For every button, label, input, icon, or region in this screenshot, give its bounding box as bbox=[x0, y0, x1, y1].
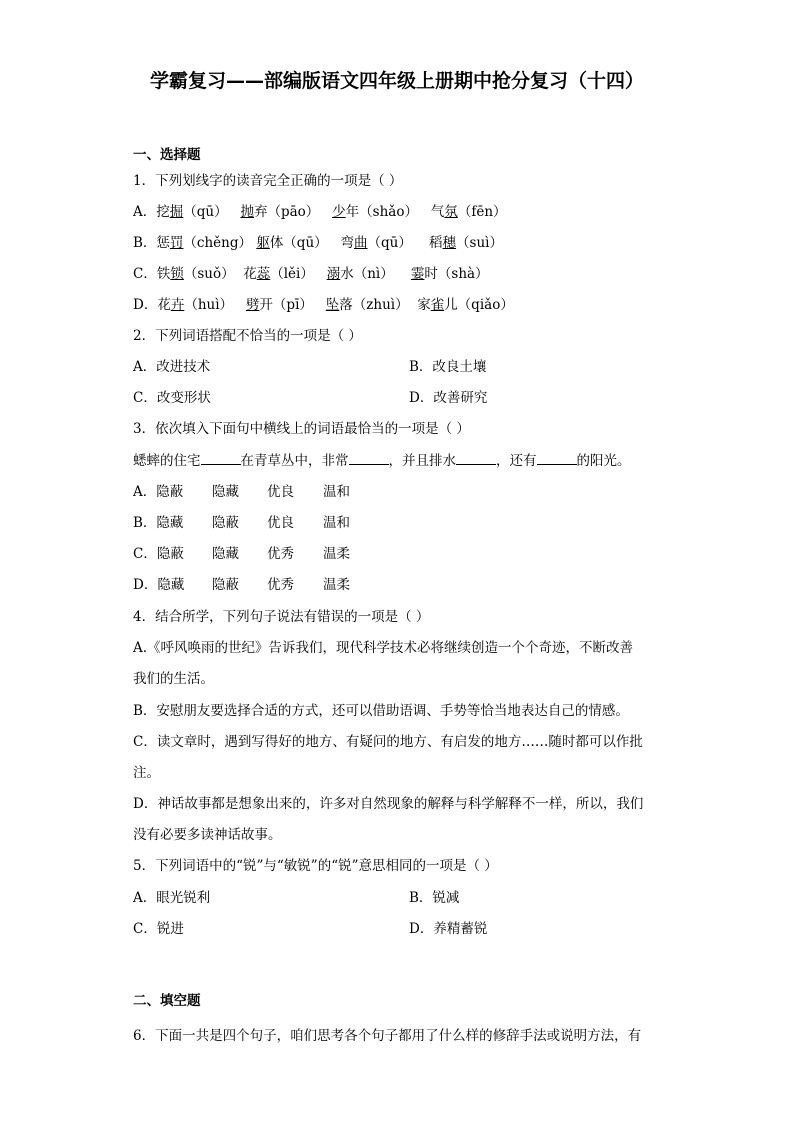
question-4-option-c-line2: 注。 bbox=[133, 765, 160, 781]
question-2-option-d: D．改善研究 bbox=[409, 390, 488, 406]
question-4-option-a-line1: A.《呼风唤雨的世纪》告诉我们，现代科学技术必将继续创造一个个奇迹，不断改善 bbox=[133, 640, 634, 656]
fill-blank-2 bbox=[349, 452, 389, 465]
question-2-stem: 2．下列词语搭配不恰当的一项是（ ） bbox=[133, 328, 362, 344]
question-5-option-d: D．养精蓄锐 bbox=[409, 921, 488, 937]
question-3-stem: 3．依次填入下面句中横线上的词语最恰当的一项是（ ） bbox=[133, 421, 470, 437]
question-6-stem: 6．下面一共是四个句子，咱们思考各个句子都用了什么样的修辞手法或说明方法，有 bbox=[133, 1028, 642, 1044]
fill-blank-1 bbox=[201, 452, 241, 465]
question-3-sentence: 蟋蟀的住宅 在青草丛中，非常 ，并且排水 ，还有 的阳光。 bbox=[133, 453, 631, 469]
question-5-option-b: B．锐减 bbox=[409, 890, 460, 906]
page-title: 学霸复习——部编版语文四年级上册期中抢分复习（十四） bbox=[149, 70, 644, 92]
question-2-option-c: C．改变形状 bbox=[133, 390, 211, 406]
option-a-item-1: 挖掘（qū） bbox=[156, 204, 228, 220]
question-1-option-a: A．挖掘（qū） 抛弃（pāo） 少年（shǎo） 气氛（fēn） bbox=[133, 204, 507, 220]
question-3-option-a: A．隐蔽 隐藏 优良 温和 bbox=[133, 484, 350, 500]
question-4-stem: 4．结合所学，下列句子说法有错误的一项是（ ） bbox=[133, 609, 430, 625]
fill-blank-3 bbox=[456, 452, 496, 465]
question-5-option-a: A．眼光锐利 bbox=[133, 890, 211, 906]
question-1-stem: 1．下列划线字的读音完全正确的一项是（ ） bbox=[133, 173, 403, 189]
section-heading-choice: 一、选择题 bbox=[133, 147, 201, 163]
question-4-option-a-line2: 我们的生活。 bbox=[133, 671, 214, 687]
question-4-option-b: B．安慰朋友要选择合适的方式，还可以借助语调、手势等恰当地表达自己的情感。 bbox=[133, 703, 629, 719]
question-3-option-c: C．隐蔽 隐藏 优秀 温柔 bbox=[133, 546, 350, 562]
question-4-option-d-line2: 没有必要多读神话故事。 bbox=[133, 827, 282, 843]
section-heading-fill: 二、填空题 bbox=[133, 993, 201, 1009]
question-1-option-c: C．铁锁（suǒ） 花蕊（lěi） 溺水（nì） 霎时（shà） bbox=[133, 266, 489, 282]
question-5-option-c: C．锐进 bbox=[133, 921, 184, 937]
question-5-stem: 5．下列词语中的“锐”与“敏锐”的“锐”意思相同的一项是（ ） bbox=[133, 858, 498, 874]
question-3-option-d: D．隐藏 隐蔽 优秀 温柔 bbox=[133, 577, 350, 593]
question-2-option-b: B．改良土壤 bbox=[409, 359, 487, 375]
question-3-option-b: B．隐藏 隐蔽 优良 温和 bbox=[133, 515, 350, 531]
question-2-option-a: A．改进技术 bbox=[133, 359, 211, 375]
question-1-option-d: D．花卉（huì） 劈开（pī） 坠落（zhuì） 家雀儿（qiǎo） bbox=[133, 297, 514, 313]
question-4-option-d-line1: D．神话故事都是想象出来的，许多对自然现象的解释与科学解释不一样，所以，我们 bbox=[133, 796, 644, 812]
question-4-option-c-line1: C．读文章时，遇到写得好的地方、有疑问的地方、有启发的地方……随时都可以作批 bbox=[133, 734, 643, 750]
option-a-item-2: 抛弃（pāo） bbox=[240, 204, 320, 220]
option-a-item-4: 气氛（fēn） bbox=[430, 204, 507, 220]
option-a-item-3: 少年（shǎo） bbox=[332, 204, 418, 220]
question-1-option-b: B．惩罚（chěng） 躯体（qū） 弯曲（qū） 稻穗（suì） bbox=[133, 235, 503, 251]
fill-blank-4 bbox=[537, 452, 577, 465]
